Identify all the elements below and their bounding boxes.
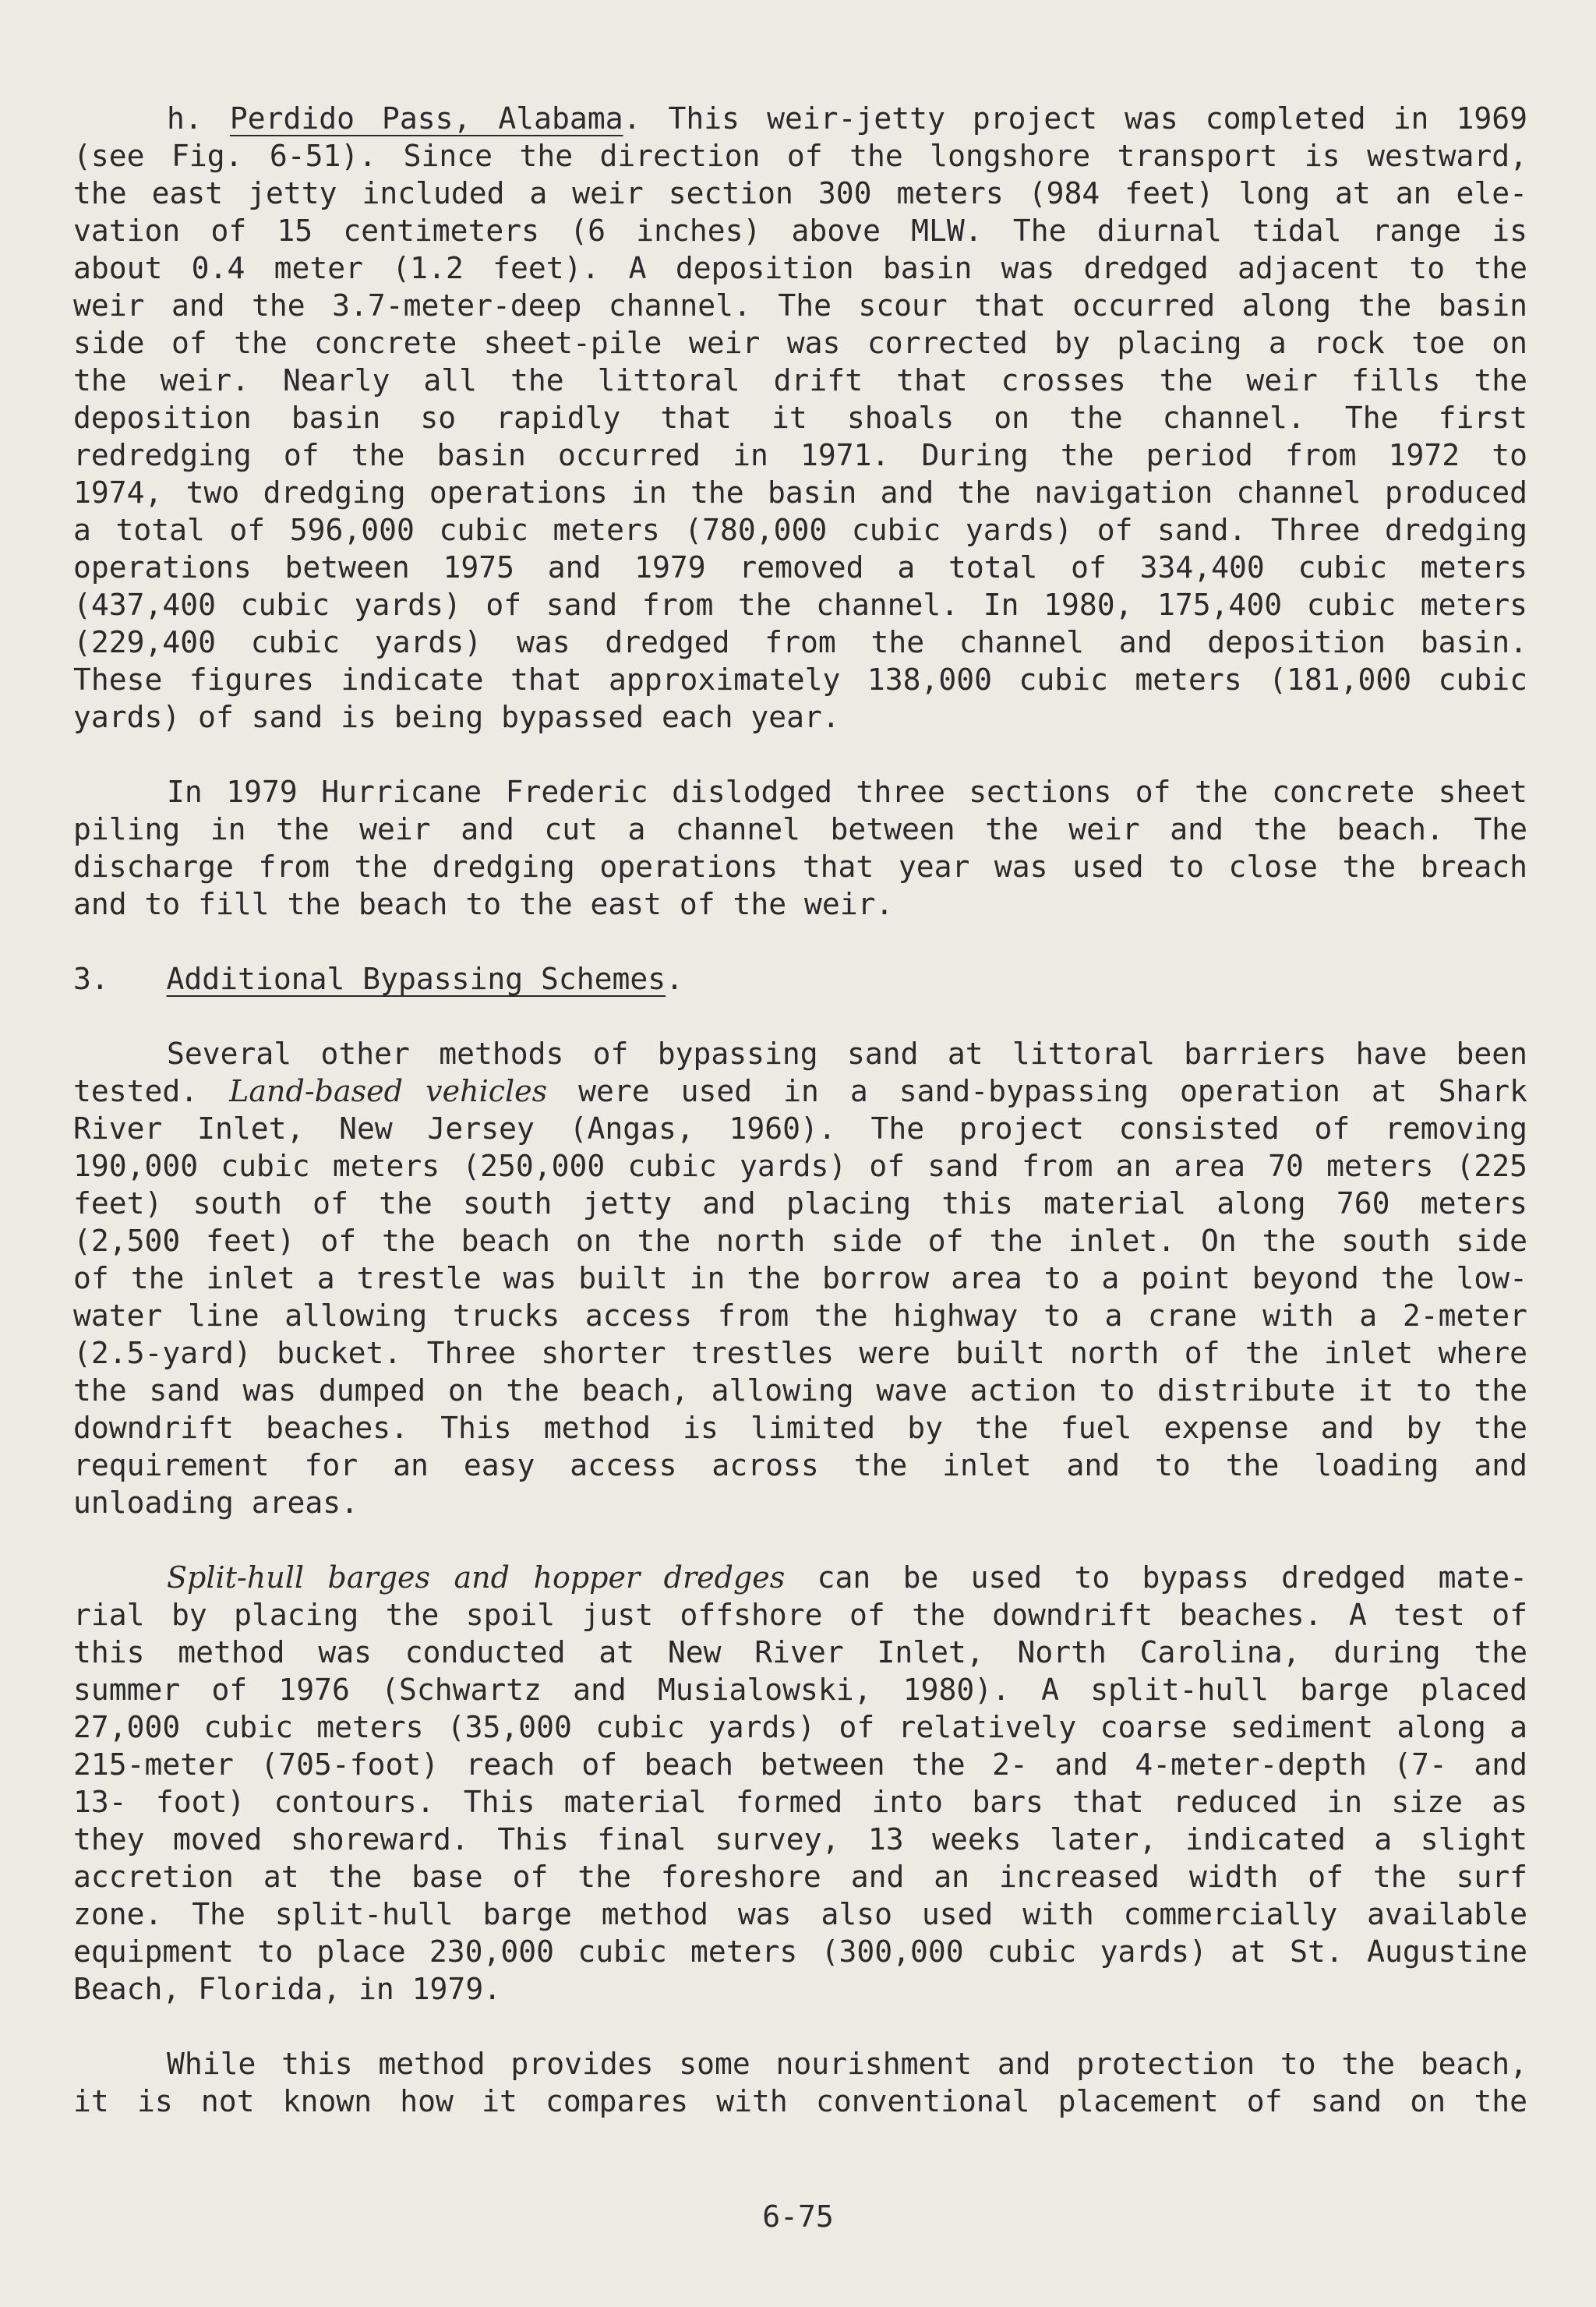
text-line: yards) of sand is being bypassed each year. (73, 700, 840, 734)
paragraph-first-line (73, 100, 1527, 137)
section-marker: h. (167, 101, 203, 136)
text-line: accretion at the base of the foreshore and an increased width of the surf (73, 1860, 1527, 1894)
paragraph-split-hull-barges (73, 1559, 1527, 2008)
text-line: the east jetty included a weir section 300 meters (984 feet) long at an ele- (73, 176, 1527, 210)
section-title-period: . (666, 962, 684, 996)
text-line: about 0.4 meter (1.2 feet). A deposition basin was dredged adjacent to the (73, 251, 1527, 285)
text-line: downdrift beaches. This method is limited by the fuel expense and by the (73, 1411, 1527, 1445)
text-line: (229,400 cubic yards) was dredged from the channel and deposition basin. (73, 625, 1527, 659)
section-title: Additional Bypassing Schemes (166, 962, 666, 996)
text-line: River Inlet, New Jersey (Angas, 1960). The project consisted of removing (73, 1111, 1527, 1146)
text-line: (437,400 cubic yards) of sand from the channel. In 1980, 175,400 cubic meters (73, 588, 1527, 622)
page-number: 6-75 (762, 2199, 834, 2234)
document-page (73, 100, 1527, 2157)
text-line: Several other methods of bypassing sand at littoral barriers have been (167, 1037, 1527, 1071)
text-line: weir and the 3.7-meter-deep channel. The scour that occurred along the basin (73, 288, 1527, 323)
text-line: 215-meter (705-foot) reach of beach between the 2- and 4-meter-depth (7- and (73, 1747, 1527, 1782)
paragraph-text: This weir-jetty project was completed in 1969 (668, 101, 1527, 136)
text-line (73, 1072, 1527, 1110)
text-line: vation of 15 centimeters (6 inches) above MLW. The diurnal tidal range is (73, 214, 1527, 248)
text-line: it is not known how it compares with conventional placement of sand on the (73, 2084, 1527, 2118)
text-line: 1974, two dredging operations in the basin and the navigation channel produced (73, 475, 1527, 510)
text-line: discharge from the dredging operations that year was used to close the breach (73, 850, 1527, 884)
text-line: the weir. Nearly all the littoral drift that crosses the weir fills the (73, 363, 1527, 397)
section-heading (73, 960, 1527, 998)
text-line: piling in the weir and cut a channel between the weir and the beach. The (73, 812, 1527, 846)
italic-term: Land-based vehicles (229, 1074, 548, 1108)
text-line: zone. The split-hull barge method was also used with commercially available (73, 1897, 1527, 1931)
section-number: 3. (73, 962, 109, 996)
text-line: deposition basin so rapidly that it shoals on the channel. The first (73, 401, 1527, 435)
text-line: a total of 596,000 cubic meters (780,000 cubic yards) of sand. Three dredging (73, 513, 1527, 547)
paragraph-text: can be used to bypass dredged mate- (817, 1560, 1527, 1595)
text-line: they moved shoreward. This final survey, 13 weeks later, indicated a slight (73, 1822, 1527, 1857)
text-line: redredging of the basin occurred in 1971. During the period from 1972 to (73, 438, 1527, 472)
paragraph-text: tested. (73, 1074, 199, 1108)
text-line: requirement for an easy access across the inlet and to the loading and (73, 1448, 1527, 1482)
text-line: These figures indicate that approximately 138,000 cubic meters (181,000 cubic (73, 662, 1527, 697)
text-line: 190,000 cubic meters (250,000 cubic yards) of sand from an area 70 meters (225 (73, 1149, 1527, 1183)
text-line: (2,500 feet) of the beach on the north side of the inlet. On the south side (73, 1224, 1527, 1258)
text-line: (2.5-yard) bucket. Three shorter trestles were built north of the inlet where (73, 1336, 1527, 1370)
text-line: water line allowing trucks access from the highway to a crane with a 2-meter (73, 1298, 1527, 1333)
paragraph-conclusion (73, 2045, 1527, 2120)
text-line: 13- foot) contours. This material formed into bars that reduced in size as (73, 1785, 1527, 1819)
paragraph-text: were used in a sand-bypassing operation at Shark (578, 1074, 1527, 1108)
paragraph-hurricane-frederic (73, 773, 1527, 923)
text-line: (see Fig. 6-51). Since the direction of the longshore transport is westward, (73, 139, 1527, 173)
text-line: of the inlet a trestle was built in the borrow area to a point beyond the low- (73, 1261, 1527, 1295)
text-line: 27,000 cubic meters (35,000 cubic yards) of relatively coarse sediment along a (73, 1710, 1527, 1744)
text-line: summer of 1976 (Schwartz and Musialowski, 1980). A split-hull barge placed (73, 1673, 1527, 1707)
text-line: While this method provides some nourishment and protection to the beach, (167, 2047, 1527, 2081)
text-line: and to fill the beach to the east of the weir. (73, 887, 894, 921)
text-line (73, 1559, 1527, 1596)
text-line: equipment to place 230,000 cubic meters (300,000 cubic yards) at St. Augustine (73, 1934, 1527, 1969)
italic-term: Split-hull barges and hopper dredges (167, 1560, 786, 1595)
text-line: unloading areas. (73, 1486, 359, 1520)
text-line: Beach, Florida, in 1979. (73, 1972, 502, 2006)
text-line: In 1979 Hurricane Frederic dislodged three sections of the concrete sheet (167, 775, 1527, 809)
paragraph-land-based-vehicles (73, 1035, 1527, 1521)
paragraph-perdido-pass (73, 100, 1527, 736)
text-line: feet) south of the south jetty and placing this material along 760 meters (73, 1186, 1527, 1221)
text-line: the sand was dumped on the beach, allowing wave action to distribute it to the (73, 1373, 1527, 1408)
text-line: rial by placing the spoil just offshore of the downdrift beaches. A test of (73, 1598, 1527, 1632)
text-line: this method was conducted at New River Inlet, North Carolina, during the (73, 1635, 1527, 1669)
text-line: operations between 1975 and 1979 removed a total of 334,400 cubic meters (73, 550, 1527, 585)
text-line: side of the concrete sheet-pile weir was corrected by placing a rock toe on (73, 326, 1527, 360)
section-title: Perdido Pass, Alabama (229, 101, 623, 136)
section-title-period: . (623, 101, 641, 136)
